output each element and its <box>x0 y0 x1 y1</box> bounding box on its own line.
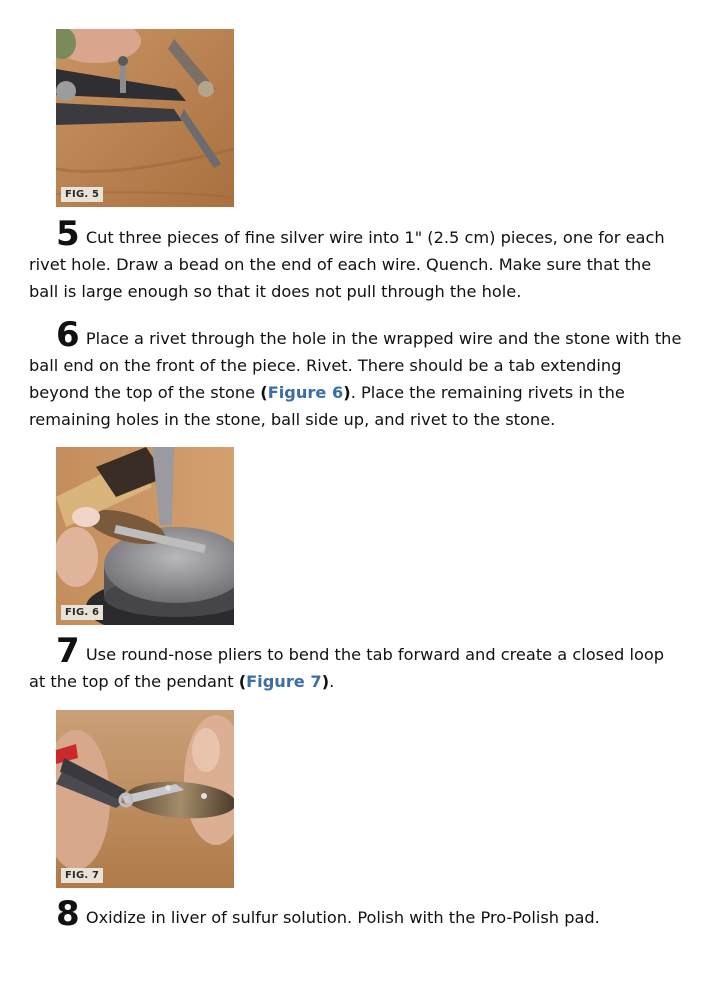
figure-7-link[interactable]: Figure 7 <box>246 672 322 691</box>
step-6-number: 6 <box>56 315 80 355</box>
figure-6-label: FIG. 6 <box>61 605 103 620</box>
step-5 <box>29 214 684 305</box>
figure-6-photo <box>56 447 234 625</box>
step-5-number: 5 <box>56 214 80 254</box>
step-5-text: Cut three pieces of fine silver wire into 1" (2.5 cm) pieces, one for each rivet hole. Draw a bead on the end of each wire. Quench. Make sure that the ball is large enough so that it does not pull through the hole. <box>29 228 665 301</box>
step-8-number: 8 <box>56 894 80 934</box>
figure-5-label: FIG. 5 <box>61 187 103 202</box>
figure-7-label: FIG. 7 <box>61 868 103 883</box>
step-7-number: 7 <box>56 631 80 671</box>
figure-5-illustration <box>56 29 234 207</box>
step-7-paren-close: ) <box>321 672 330 691</box>
step-6 <box>29 315 684 433</box>
figure-6-link[interactable]: Figure 6 <box>267 383 344 402</box>
step-6-text-after: . Place the remaining rivets in the remaining holes in the stone, ball side up, and rivet to the stone. <box>29 383 625 429</box>
step-7 <box>29 631 684 695</box>
figure-5-photo <box>56 29 234 207</box>
step-7-text-after: . <box>329 672 335 691</box>
step-8 <box>29 894 684 934</box>
figure-6-illustration <box>56 447 234 625</box>
step-8-text: Oxidize in liver of sulfur solution. Polish with the Pro-Polish pad. <box>85 908 600 927</box>
step-7-paren-open: ( <box>238 672 247 691</box>
step-6-text: Place a rivet through the hole in the wrapped wire and the stone with the ball end on the front of the piece. Rivet. There should be a tab extending beyond the top of the stone <box>29 329 682 402</box>
figure-7-photo <box>56 710 234 888</box>
figure-7-illustration <box>56 710 234 888</box>
step-6-paren-open: ( <box>260 383 268 402</box>
step-7-text: Use round-nose pliers to bend the tab forward and create a closed loop at the top of the pendant <box>29 645 665 691</box>
step-6-paren-close: ) <box>343 383 351 402</box>
